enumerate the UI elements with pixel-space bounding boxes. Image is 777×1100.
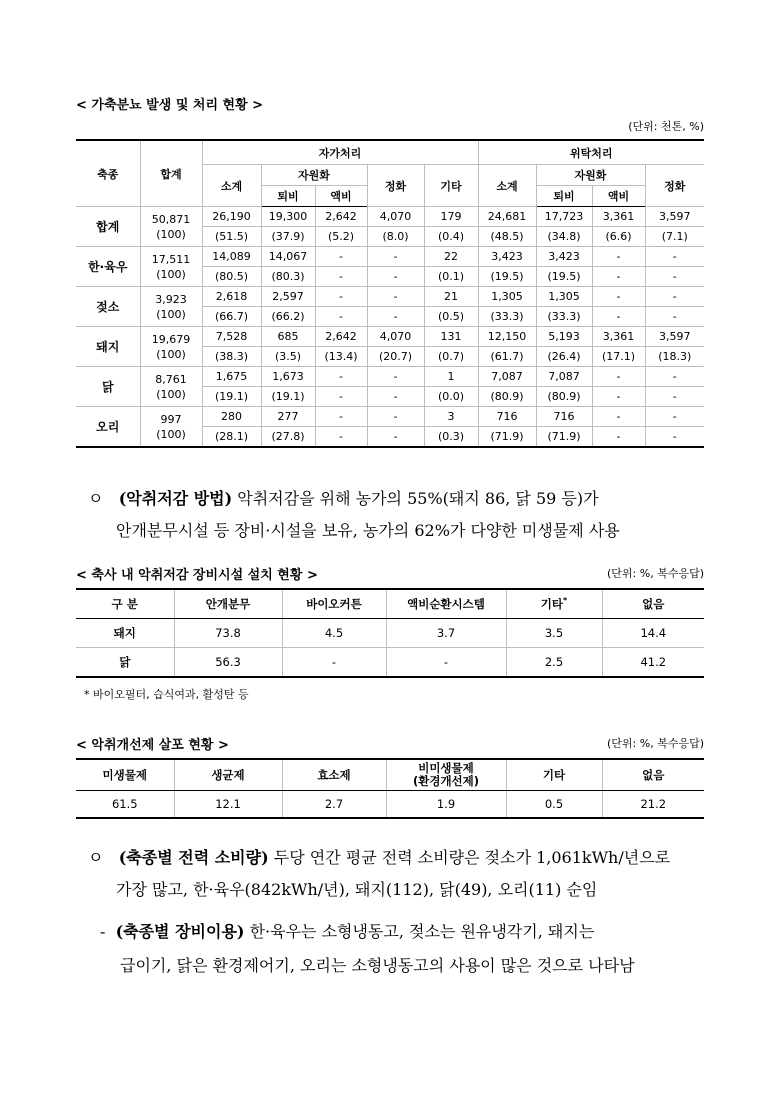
cell-value: 17,723 (536, 207, 592, 227)
cell-value: - (315, 407, 367, 427)
total-value: 50,871 (151, 212, 191, 226)
cell-pct: - (315, 267, 367, 287)
cell-value: 7,087 (536, 367, 592, 387)
total-pct: (100) (156, 307, 186, 321)
para1-line1: 악취저감을 위해 농가의 55%(돼지 86, 닭 59 등)가 (232, 489, 599, 508)
table-row (76, 367, 704, 387)
table-row (76, 207, 704, 227)
cell-pct: (0.4) (424, 227, 478, 247)
cell-pct: (34.8) (536, 227, 592, 247)
header-ent-subtotal: 소계 (478, 165, 536, 207)
header-self-liquid: 액비 (315, 186, 367, 207)
cell-pct: (27.8) (261, 427, 315, 448)
header-livestock: 축종 (76, 140, 140, 207)
cell-pct: (13.4) (315, 347, 367, 367)
cell-pct: - (315, 387, 367, 407)
cell-value: 280 (202, 407, 261, 427)
cell-pct: (37.9) (261, 227, 315, 247)
table1-unit: (단위: 천톤, %) (628, 120, 704, 133)
total-value: 17,511 (151, 252, 191, 266)
cell-pct: (80.3) (261, 267, 315, 287)
row-label: 돼지 (76, 619, 174, 648)
cell-value: - (315, 367, 367, 387)
cell-pct: (0.0) (424, 387, 478, 407)
paragraph-power (88, 845, 670, 868)
cell-pct: (6.6) (592, 227, 645, 247)
table-row (76, 327, 704, 347)
t2-header-5: 없음 (602, 589, 704, 619)
cell-pct: (66.7) (202, 307, 261, 327)
t3-header-5: 없음 (602, 759, 704, 791)
cell-value: 14,067 (261, 247, 315, 267)
table-row (76, 619, 704, 648)
cell-pct: - (315, 307, 367, 327)
cell-pct: (20.7) (367, 347, 424, 367)
cell-value: 3,423 (478, 247, 536, 267)
cell-value: 1,673 (261, 367, 315, 387)
header-self: 자가처리 (202, 140, 478, 165)
cell-value: 3 (424, 407, 478, 427)
cell-value: 2,618 (202, 287, 261, 307)
t2-header-4-mark: * (563, 596, 568, 606)
cell-pct: (80.5) (202, 267, 261, 287)
para2-line1: 두당 연간 평균 전력 소비량은 젖소가 1,061kWh/년으로 (268, 848, 671, 867)
cell-pct: (66.2) (261, 307, 315, 327)
table2-unit: (단위: %, 복수응답) (607, 567, 704, 580)
cell-value: 21 (424, 287, 478, 307)
t3-cell-4: 0.5 (506, 791, 602, 819)
cell-pct: (3.5) (261, 347, 315, 367)
row-label: 닭 (76, 367, 140, 407)
cell-value: 5,193 (536, 327, 592, 347)
cell-value: 14,089 (202, 247, 261, 267)
cell-value: 4.5 (282, 619, 386, 648)
header-self-purify: 정화 (367, 165, 424, 207)
cell-pct: (38.3) (202, 347, 261, 367)
cell-pct: - (592, 387, 645, 407)
header-ent-compost: 퇴비 (536, 186, 592, 207)
cell-pct: - (315, 427, 367, 448)
bullet: ㅇ (88, 848, 104, 867)
row-label: 한·육우 (76, 247, 140, 287)
para2-line2: 가장 많고, 한·육우(842kWh/년), 돼지(112), 닭(49), 오리(11) 순임 (116, 880, 598, 899)
t3-header-2: 효소제 (282, 759, 386, 791)
cell-value: 3,361 (592, 327, 645, 347)
header-self-subtotal: 소계 (202, 165, 261, 207)
total-value: 3,923 (155, 292, 187, 306)
header-entrusted: 위탁처리 (478, 140, 704, 165)
cell-value: 2,642 (315, 207, 367, 227)
cell-value: 716 (536, 407, 592, 427)
cell-value: - (645, 287, 704, 307)
cell-pct: - (645, 427, 704, 448)
cell-value: - (367, 367, 424, 387)
header-self-compost: 퇴비 (261, 186, 315, 207)
cell-value: 2.5 (506, 648, 602, 678)
cell-pct: - (592, 427, 645, 448)
cell-pct: (51.5) (202, 227, 261, 247)
para3-heading: (축종별 장비이용) (115, 922, 245, 941)
cell-value: - (645, 367, 704, 387)
t3-header-3-line1: 비미생물제 (418, 761, 474, 775)
cell-pct: - (367, 427, 424, 448)
cell-pct: (33.3) (478, 307, 536, 327)
cell-pct: - (645, 307, 704, 327)
cell-value: 3.7 (386, 619, 506, 648)
cell-value: - (282, 648, 386, 678)
cell-value: 41.2 (602, 648, 704, 678)
cell-value: 12,150 (478, 327, 536, 347)
t3-cell-1: 12.1 (174, 791, 282, 819)
cell-value: - (315, 247, 367, 267)
cell-pct: (0.3) (424, 427, 478, 448)
total-pct: (100) (156, 427, 186, 441)
cell-value: 4,070 (367, 207, 424, 227)
t3-header-1: 생균제 (174, 759, 282, 791)
dash-bullet: - (100, 922, 106, 941)
table3-unit: (단위: %, 복수응답) (607, 737, 704, 750)
t3-header-4: 기타 (506, 759, 602, 791)
t3-header-0: 미생물제 (76, 759, 174, 791)
row-label: 젖소 (76, 287, 140, 327)
header-self-recycle: 자원화 (261, 165, 367, 186)
cell-value: 131 (424, 327, 478, 347)
cell-value: 2,642 (315, 327, 367, 347)
row-label: 합계 (76, 207, 140, 247)
t2-header-4 (506, 589, 602, 619)
table-row (76, 287, 704, 307)
cell-pct: (71.9) (478, 427, 536, 448)
cell-value: - (645, 247, 704, 267)
cell-pct: - (645, 267, 704, 287)
table-row (76, 648, 704, 678)
table3-title: < 악취개선제 살포 현황 > (76, 738, 229, 753)
cell-value: 3,597 (645, 327, 704, 347)
cell-value: - (367, 407, 424, 427)
t2-header-3: 액비순환시스템 (386, 589, 506, 619)
total-pct: (100) (156, 227, 186, 241)
total-pct: (100) (156, 387, 186, 401)
cell-value: 14.4 (602, 619, 704, 648)
cell-value: 3,423 (536, 247, 592, 267)
cell-pct: (26.4) (536, 347, 592, 367)
total-value: 19,679 (151, 332, 191, 346)
cell-value: 3,597 (645, 207, 704, 227)
cell-pct: (71.9) (536, 427, 592, 448)
cell-value: 7,087 (478, 367, 536, 387)
t2-header-2: 바이오커튼 (282, 589, 386, 619)
cell-pct: (19.5) (536, 267, 592, 287)
row-label: 닭 (76, 648, 174, 678)
cell-pct: (0.7) (424, 347, 478, 367)
cell-pct: (61.7) (478, 347, 536, 367)
cell-value: - (315, 287, 367, 307)
cell-pct: (0.1) (424, 267, 478, 287)
cell-value: - (645, 407, 704, 427)
header-ent-purify: 정화 (645, 165, 704, 207)
header-ent-liquid: 액비 (592, 186, 645, 207)
cell-value: 3.5 (506, 619, 602, 648)
cell-value: 22 (424, 247, 478, 267)
cell-pct: (80.9) (478, 387, 536, 407)
cell-pct: - (367, 387, 424, 407)
cell-value: 685 (261, 327, 315, 347)
total-value: 997 (160, 412, 182, 426)
t3-cell-3: 1.9 (386, 791, 506, 819)
table-row (76, 407, 704, 427)
table-row (76, 791, 704, 819)
cell-value: - (592, 247, 645, 267)
cell-pct: - (367, 307, 424, 327)
cell-pct: (19.1) (202, 387, 261, 407)
total-value: 8,761 (155, 372, 187, 386)
cell-value: - (592, 407, 645, 427)
t2-header-4-label: 기타 (540, 597, 564, 611)
cell-value: - (592, 367, 645, 387)
row-total (140, 367, 202, 407)
cell-value: 1,305 (536, 287, 592, 307)
cell-pct: (48.5) (478, 227, 536, 247)
cell-value: 1,675 (202, 367, 261, 387)
header-self-etc: 기타 (424, 165, 478, 207)
row-total (140, 247, 202, 287)
cell-pct: (8.0) (367, 227, 424, 247)
header-total: 합계 (140, 140, 202, 207)
cell-pct: (5.2) (315, 227, 367, 247)
cell-pct: (19.1) (261, 387, 315, 407)
row-total (140, 207, 202, 247)
cell-pct: - (592, 267, 645, 287)
cell-value: 56.3 (174, 648, 282, 678)
manure-table (76, 139, 704, 448)
cell-pct: (0.5) (424, 307, 478, 327)
cell-value: 1 (424, 367, 478, 387)
row-total (140, 407, 202, 448)
cell-value: 4,070 (367, 327, 424, 347)
t3-header-3-line2: (환경개선제) (412, 774, 480, 788)
paragraph-equipment-use (100, 919, 594, 942)
para1-heading: (악취저감 방법) (118, 489, 233, 508)
header-ent-recycle: 자원화 (536, 165, 645, 186)
t3-cell-5: 21.2 (602, 791, 704, 819)
cell-pct: (18.3) (645, 347, 704, 367)
table-row (76, 247, 704, 267)
improver-table (76, 758, 704, 819)
cell-value: 7,528 (202, 327, 261, 347)
t3-cell-2: 2.7 (282, 791, 386, 819)
t2-header-1: 안개분무 (174, 589, 282, 619)
cell-pct: (7.1) (645, 227, 704, 247)
cell-pct: (17.1) (592, 347, 645, 367)
para3-line1: 한·육우는 소형냉동고, 젖소는 원유냉각기, 돼지는 (244, 922, 595, 941)
para3-line2: 급이기, 닭은 환경제어기, 오리는 소형냉동고의 사용이 많은 것으로 나타남 (120, 956, 635, 975)
cell-value: 716 (478, 407, 536, 427)
total-pct: (100) (156, 267, 186, 281)
cell-value: - (367, 287, 424, 307)
t3-header-3 (386, 759, 506, 791)
cell-pct: (33.3) (536, 307, 592, 327)
table1-title: < 가축분뇨 발생 및 처리 현황 > (76, 98, 264, 113)
cell-value: 24,681 (478, 207, 536, 227)
cell-value: 277 (261, 407, 315, 427)
cell-pct: - (367, 267, 424, 287)
cell-value: - (367, 247, 424, 267)
cell-value: - (592, 287, 645, 307)
t3-cell-0: 61.5 (76, 791, 174, 819)
row-label: 돼지 (76, 327, 140, 367)
cell-value: 2,597 (261, 287, 315, 307)
equipment-table (76, 588, 704, 678)
row-total (140, 327, 202, 367)
cell-pct: - (592, 307, 645, 327)
paragraph-odor-method (88, 486, 599, 509)
cell-pct: - (645, 387, 704, 407)
cell-value: 73.8 (174, 619, 282, 648)
cell-value: 19,300 (261, 207, 315, 227)
cell-value: 3,361 (592, 207, 645, 227)
table2-title: < 축사 내 악취저감 장비시설 설치 현황 > (76, 568, 318, 583)
cell-value: 179 (424, 207, 478, 227)
para2-heading: (축종별 전력 소비량) (118, 848, 269, 867)
cell-pct: (80.9) (536, 387, 592, 407)
total-pct: (100) (156, 347, 186, 361)
cell-pct: (19.5) (478, 267, 536, 287)
row-label: 오리 (76, 407, 140, 448)
table2-footnote: * 바이오필터, 습식여과, 활성탄 등 (84, 688, 249, 701)
cell-value: 1,305 (478, 287, 536, 307)
bullet: ㅇ (88, 489, 104, 508)
cell-value: 26,190 (202, 207, 261, 227)
t2-header-0: 구 분 (76, 589, 174, 619)
row-total (140, 287, 202, 327)
cell-value: - (386, 648, 506, 678)
cell-pct: (28.1) (202, 427, 261, 448)
para1-line2: 안개분무시설 등 장비·시설을 보유, 농가의 62%가 다양한 미생물제 사용 (116, 521, 620, 540)
